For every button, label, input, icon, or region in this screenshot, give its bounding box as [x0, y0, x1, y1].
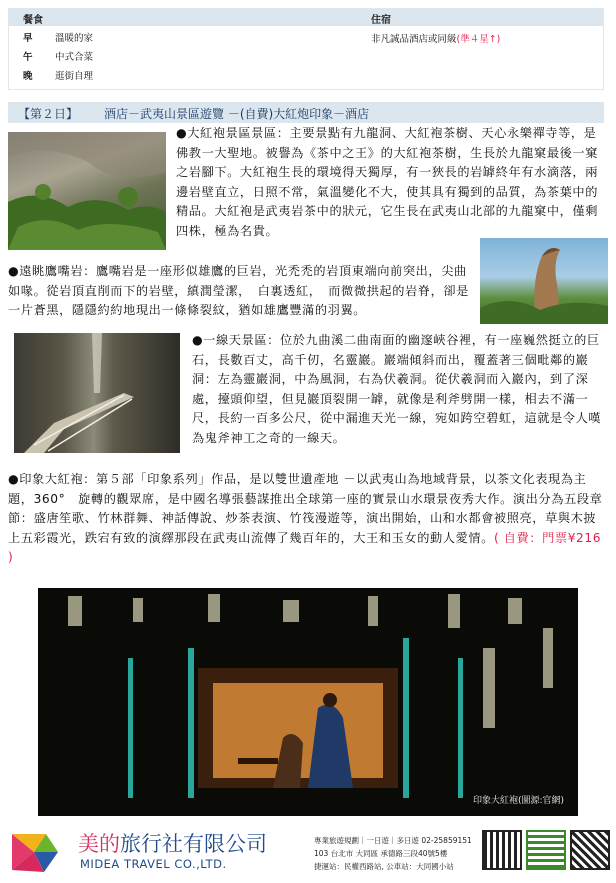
day-route: 酒店－武夷山景區遊覽 －(自費)大紅炮印象－酒店	[104, 107, 370, 121]
dahongpao-text-top	[176, 124, 608, 242]
footer-line-2: 103 台北市 大同區 承德路三段40號5樓	[314, 849, 448, 858]
yixiantian-block	[192, 331, 608, 469]
meal-row-dinner	[9, 68, 603, 84]
hotel-text: 非凡誠品酒店或同級	[371, 34, 457, 45]
qr-code-facebook[interactable]	[570, 830, 610, 870]
meal-value: 溫暖的家	[55, 33, 94, 44]
hotel-header-label: 住宿	[371, 15, 391, 26]
yingzuiyan-text: ●遠眺鷹嘴岩：鷹嘴岩是一座形似雄鷹的巨岩，光禿禿的岩頂東端向前突出，尖曲如喙。從岩頂直削而下的岩壁，縝潤瑩潔， 白裏透紅， 而微微拱起的岩脊，卻是一片蒼黑，隱隱約約地現出一條條裂紋，猶如雄鷹豐滿的羽翼。	[8, 264, 469, 318]
dahongpao-illustration	[8, 132, 166, 250]
show-caption: 印象大紅袍(圖源:官網)	[472, 796, 564, 806]
company-logo-icon	[8, 830, 62, 876]
yinxiang-block	[8, 470, 608, 580]
dahongpao-text: ●大紅袍景區景區：主要景點有九龍洞、大紅袍茶樹、天心永樂禪寺等，是佛教一大聖地。被譽為《茶中之王》的大紅袍茶樹，生長於九龍窠最後一窠之岩腳下。大紅袍生長的環境得天獨厚，有一狹長的岩罅終年有水滴落，兩邊岩壁直立，日照不常，氣溫變化不大，使其具有獨到的品質，為茶葉中的精品。大紅袍是武夷岩茶中的狀元，它生長在武夷山北部的九龍窠中，僅剩四株，極為名貴。	[176, 126, 598, 238]
meals-table	[8, 8, 604, 90]
company-name-en: MIDEA TRAVEL CO.,LTD.	[80, 857, 227, 871]
show-photo	[38, 588, 578, 816]
company-name-cn	[78, 828, 267, 858]
meal-header-label: 餐食	[23, 15, 43, 26]
yixiantian-text: ●一線天景區：位於九曲溪二曲南面的幽邃峽谷裡，有一座巍然挺立的巨石，長數百丈，高千仞，名靈巖。巖端傾斜而出，覆蓋著三個毗鄰的巖洞：左為靈巖洞，中為風洞，右為伏羲洞。從伏羲洞而入巖內，到了深處，擡頭仰望，但見巖頂裂開一罅，就像是利斧劈開一樣，相去不滿一尺，長約一百多公尺，從中漏進天光一線，宛如跨空碧虹，這就是令人嘆為鬼斧神工之奇的一線天。	[192, 333, 602, 445]
meal-row-lunch	[9, 49, 603, 65]
eagle-rock-photo	[480, 238, 608, 324]
qr-code-wechat[interactable]	[526, 830, 566, 870]
meal-key: 晚	[23, 71, 33, 82]
yinxiang-price: ( 自費：門票¥216 )	[8, 530, 602, 565]
meal-value: 中式合菜	[55, 52, 94, 63]
company-name-cn-2: 旅行社有限公司	[120, 832, 267, 856]
eagle-rock-illustration	[480, 238, 608, 324]
day-header	[8, 102, 604, 123]
yixiantian-photo	[14, 333, 180, 453]
dahongpao-photo	[8, 132, 166, 250]
meal-key: 午	[23, 52, 33, 63]
show-illustration	[38, 588, 578, 816]
footer-line-3: 捷運站：民權西路站, 公車站：大同國小站	[314, 862, 454, 871]
qr-code-line[interactable]	[482, 830, 522, 870]
meal-key: 早	[23, 33, 33, 44]
company-name-cn-1: 美的	[78, 832, 120, 856]
yingzuiyan-block	[8, 262, 478, 322]
hotel-star: (準４星↑)	[456, 34, 501, 45]
day-label: 【第２日】	[18, 107, 79, 121]
meal-row-breakfast	[9, 30, 603, 46]
footer	[0, 826, 616, 883]
footer-line-1: 專業旅遊規劃｜一日遊｜多日遊 02-25859151	[314, 836, 472, 845]
yinxiang-text: ●印象大紅袍：第５部「印象系列」作品，是以雙世遺產地 －以武夷山為地域背景，以茶文化表現為主題，360° 旋轉的觀眾席，是中國名導張藝謀推出全球第一座的實景山水環景夜秀大作。演出分為五段章節：盛唐笙歌、竹林群舞、神話傳說、炒茶表演、竹筏漫遊等，演出開始，山和水都會被照亮，草與木披上五彩霞光，跌宕有致的演繹那段在武夷山流傳了幾百年的，大王和玉女的動人愛情。	[8, 472, 603, 545]
footer-contact	[314, 834, 472, 873]
meal-value: 逛街自理	[55, 71, 94, 82]
meals-header	[9, 9, 603, 26]
yixiantian-illustration	[14, 333, 180, 453]
hotel-info	[371, 31, 500, 45]
